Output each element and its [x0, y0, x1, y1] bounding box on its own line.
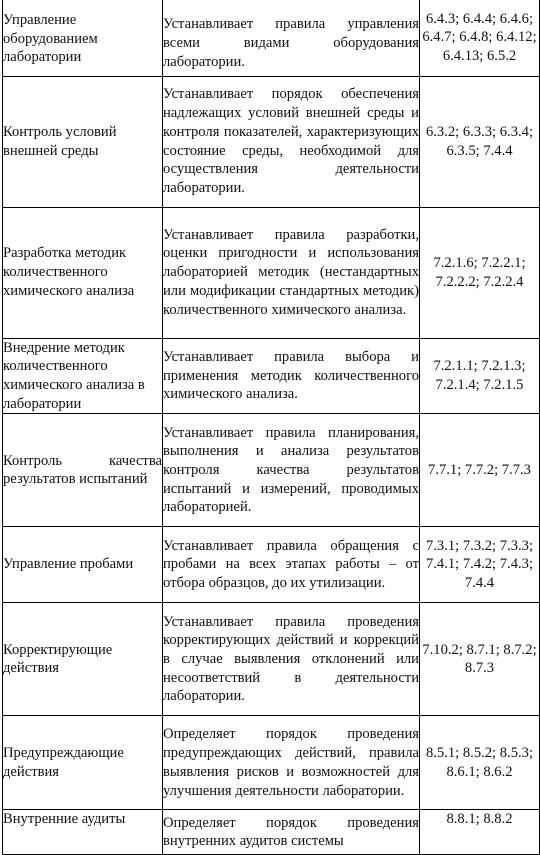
process-description: Определяет порядок проведения внутренних аудитов системы	[163, 814, 419, 850]
description-cell	[163, 0, 420, 76]
process-name-cell	[3, 810, 163, 855]
standard-clauses: 8.5.1; 8.5.2; 8.5.3; 8.6.1; 8.6.2	[425, 745, 534, 780]
process-name-cell	[3, 716, 163, 810]
clauses-cell	[420, 76, 540, 207]
table-row	[3, 527, 540, 603]
description-cell	[163, 810, 420, 855]
clauses-cell	[420, 338, 540, 414]
process-name: Предупреждающие действия	[3, 745, 124, 780]
process-name-cell	[3, 0, 163, 76]
clauses-cell	[420, 716, 540, 810]
process-name-cell	[3, 527, 163, 603]
process-description: Устанавливает правила разработки, оценки пригодности и использования лабораторией методик (нестандартных или модификации стандартных методик) количественного химического анализа.	[163, 226, 419, 318]
standard-clauses: 8.8.1; 8.8.2	[446, 811, 513, 828]
process-name: Внедрение методик количественного химического анализа в лаборатории	[3, 339, 145, 412]
standard-clauses: 6.4.3; 6.4.4; 6.4.6; 6.4.7; 6.4.8; 6.4.12; 6.4.13; 6.5.2	[422, 10, 537, 65]
standard-clauses: 6.3.2; 6.3.3; 6.3.4; 6.3.5; 7.4.4	[425, 123, 534, 159]
description-cell	[163, 414, 420, 527]
process-name-cell	[3, 338, 163, 414]
process-description: Устанавливает правила проведения корректирующих действий и коррекций в случае выявления отклонений или несоответствий в деятельности лаборатории.	[163, 613, 419, 705]
process-description: Устанавливает правила выбора и применения методик количественного химического анализа.	[163, 348, 419, 403]
process-name-cell	[3, 76, 163, 207]
table-row	[3, 810, 540, 855]
table-row	[3, 338, 540, 414]
description-cell	[163, 207, 420, 338]
process-name: Корректирующие действия	[3, 641, 113, 677]
table-row	[3, 603, 540, 716]
table-row	[3, 716, 540, 810]
process-name: Управление оборудованием лаборатории	[3, 12, 98, 66]
process-description: Устанавливает правила планирования, выполнения и анализа результатов контроля качества результатов испытаний и измерений, проводимых лабораторией.	[163, 424, 419, 516]
process-name: Контроль условий внешней среды	[3, 123, 117, 159]
table-row	[3, 0, 540, 76]
process-name: Разработка методик количественного химического анализа	[3, 245, 135, 299]
description-cell	[163, 603, 420, 716]
clauses-cell	[420, 207, 540, 338]
standard-clauses: 7.2.1.6; 7.2.2.1; 7.2.2.2; 7.2.2.4	[433, 254, 526, 290]
clauses-cell	[420, 810, 540, 855]
process-name: Внутренние аудиты	[3, 811, 126, 828]
process-name-cell	[3, 207, 163, 338]
description-cell	[163, 716, 420, 810]
table-row	[3, 207, 540, 338]
standard-clauses: 7.7.1; 7.7.2; 7.7.3	[428, 461, 531, 478]
description-cell	[163, 76, 420, 207]
description-cell	[163, 527, 420, 603]
table-row	[3, 414, 540, 527]
process-description: Устанавливает правила управления всеми видами оборудования лаборатории.	[163, 16, 419, 70]
standard-clauses: 7.2.1.1; 7.2.1.3; 7.2.1.4; 7.2.1.5	[433, 358, 526, 393]
clauses-cell	[420, 414, 540, 527]
process-name-cell	[3, 603, 163, 716]
process-description: Устанавливает правила обращения с пробами на всех этапах работы – от отбора образцов, до их утилизации.	[163, 537, 419, 592]
clauses-cell	[420, 0, 540, 76]
standard-clauses: 7.3.1; 7.3.2; 7.3.3; 7.4.1; 7.4.2; 7.4.3; 7.4.4	[425, 537, 534, 592]
process-name-cell	[3, 414, 163, 527]
process-table	[2, 0, 540, 855]
process-description: Определяет порядок проведения предупреждающих действий, правила выявления рисков и возможностей для улучшения деятельности лаборатории.	[163, 726, 419, 799]
process-name: Управление пробами	[3, 556, 134, 573]
table-row	[3, 76, 540, 207]
clauses-cell	[420, 527, 540, 603]
standard-clauses: 7.10.2; 8.7.1; 8.7.2; 8.7.3	[422, 641, 537, 677]
description-cell	[163, 338, 420, 414]
process-description: Устанавливает порядок обеспечения надлежащих условий внешней среды и контроля показателей, характеризующих состояние среды, необходимой для осуществления деятельности лаборатории.	[163, 86, 419, 196]
clauses-cell	[420, 603, 540, 716]
process-name: Контроль качества результатов испытаний	[3, 452, 162, 488]
